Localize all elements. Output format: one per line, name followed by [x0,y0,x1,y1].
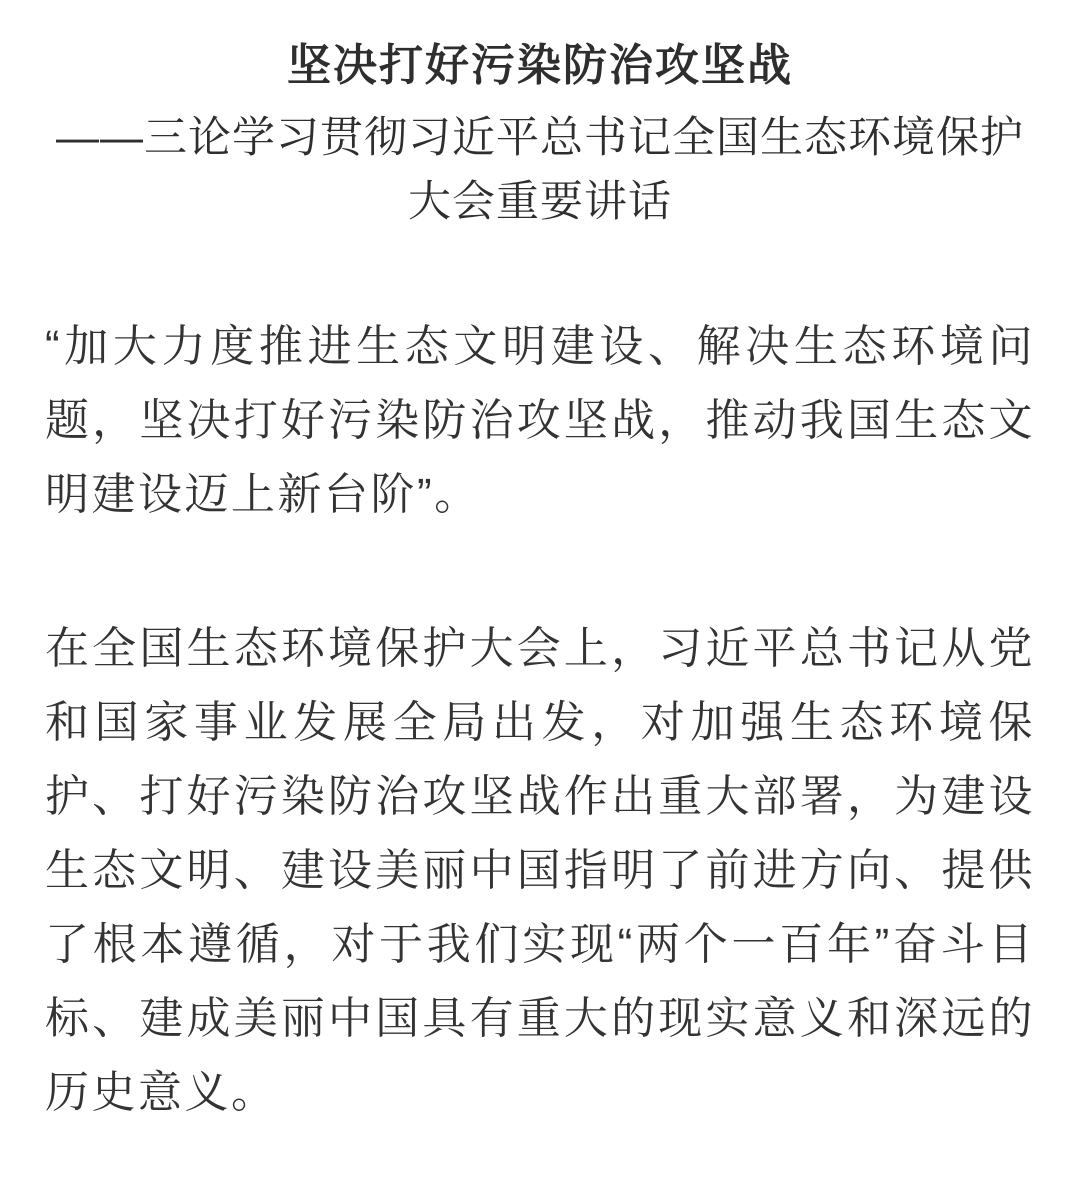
article-subtitle: ——三论学习贯彻习近平总书记全国生态环境保护大会重要讲话 [56,114,1024,226]
article-title: 坚决打好污染防治攻坚战 [287,41,793,90]
article-header [45,30,1035,234]
paragraph-body: 在全国生态环境保护大会上，习近平总书记从党和国家事业发展全局出发，对加强生态环境保护、打好污染防治攻坚战作出重大部署，为建设生态文明、建设美丽中国指明了前进方向、提供了根本遵循，对于我们实现“两个一百年”奋斗目标、建成美丽中国具有重大的现实意义和深远的历史意义。 [45,624,1035,1117]
article-body [45,310,1035,1130]
paragraph-quote: “加大力度推进生态文明建设、解决生态环境问题，坚决打好污染防治攻坚战，推动我国生态文明建设迈上新台阶”。 [45,322,1035,519]
